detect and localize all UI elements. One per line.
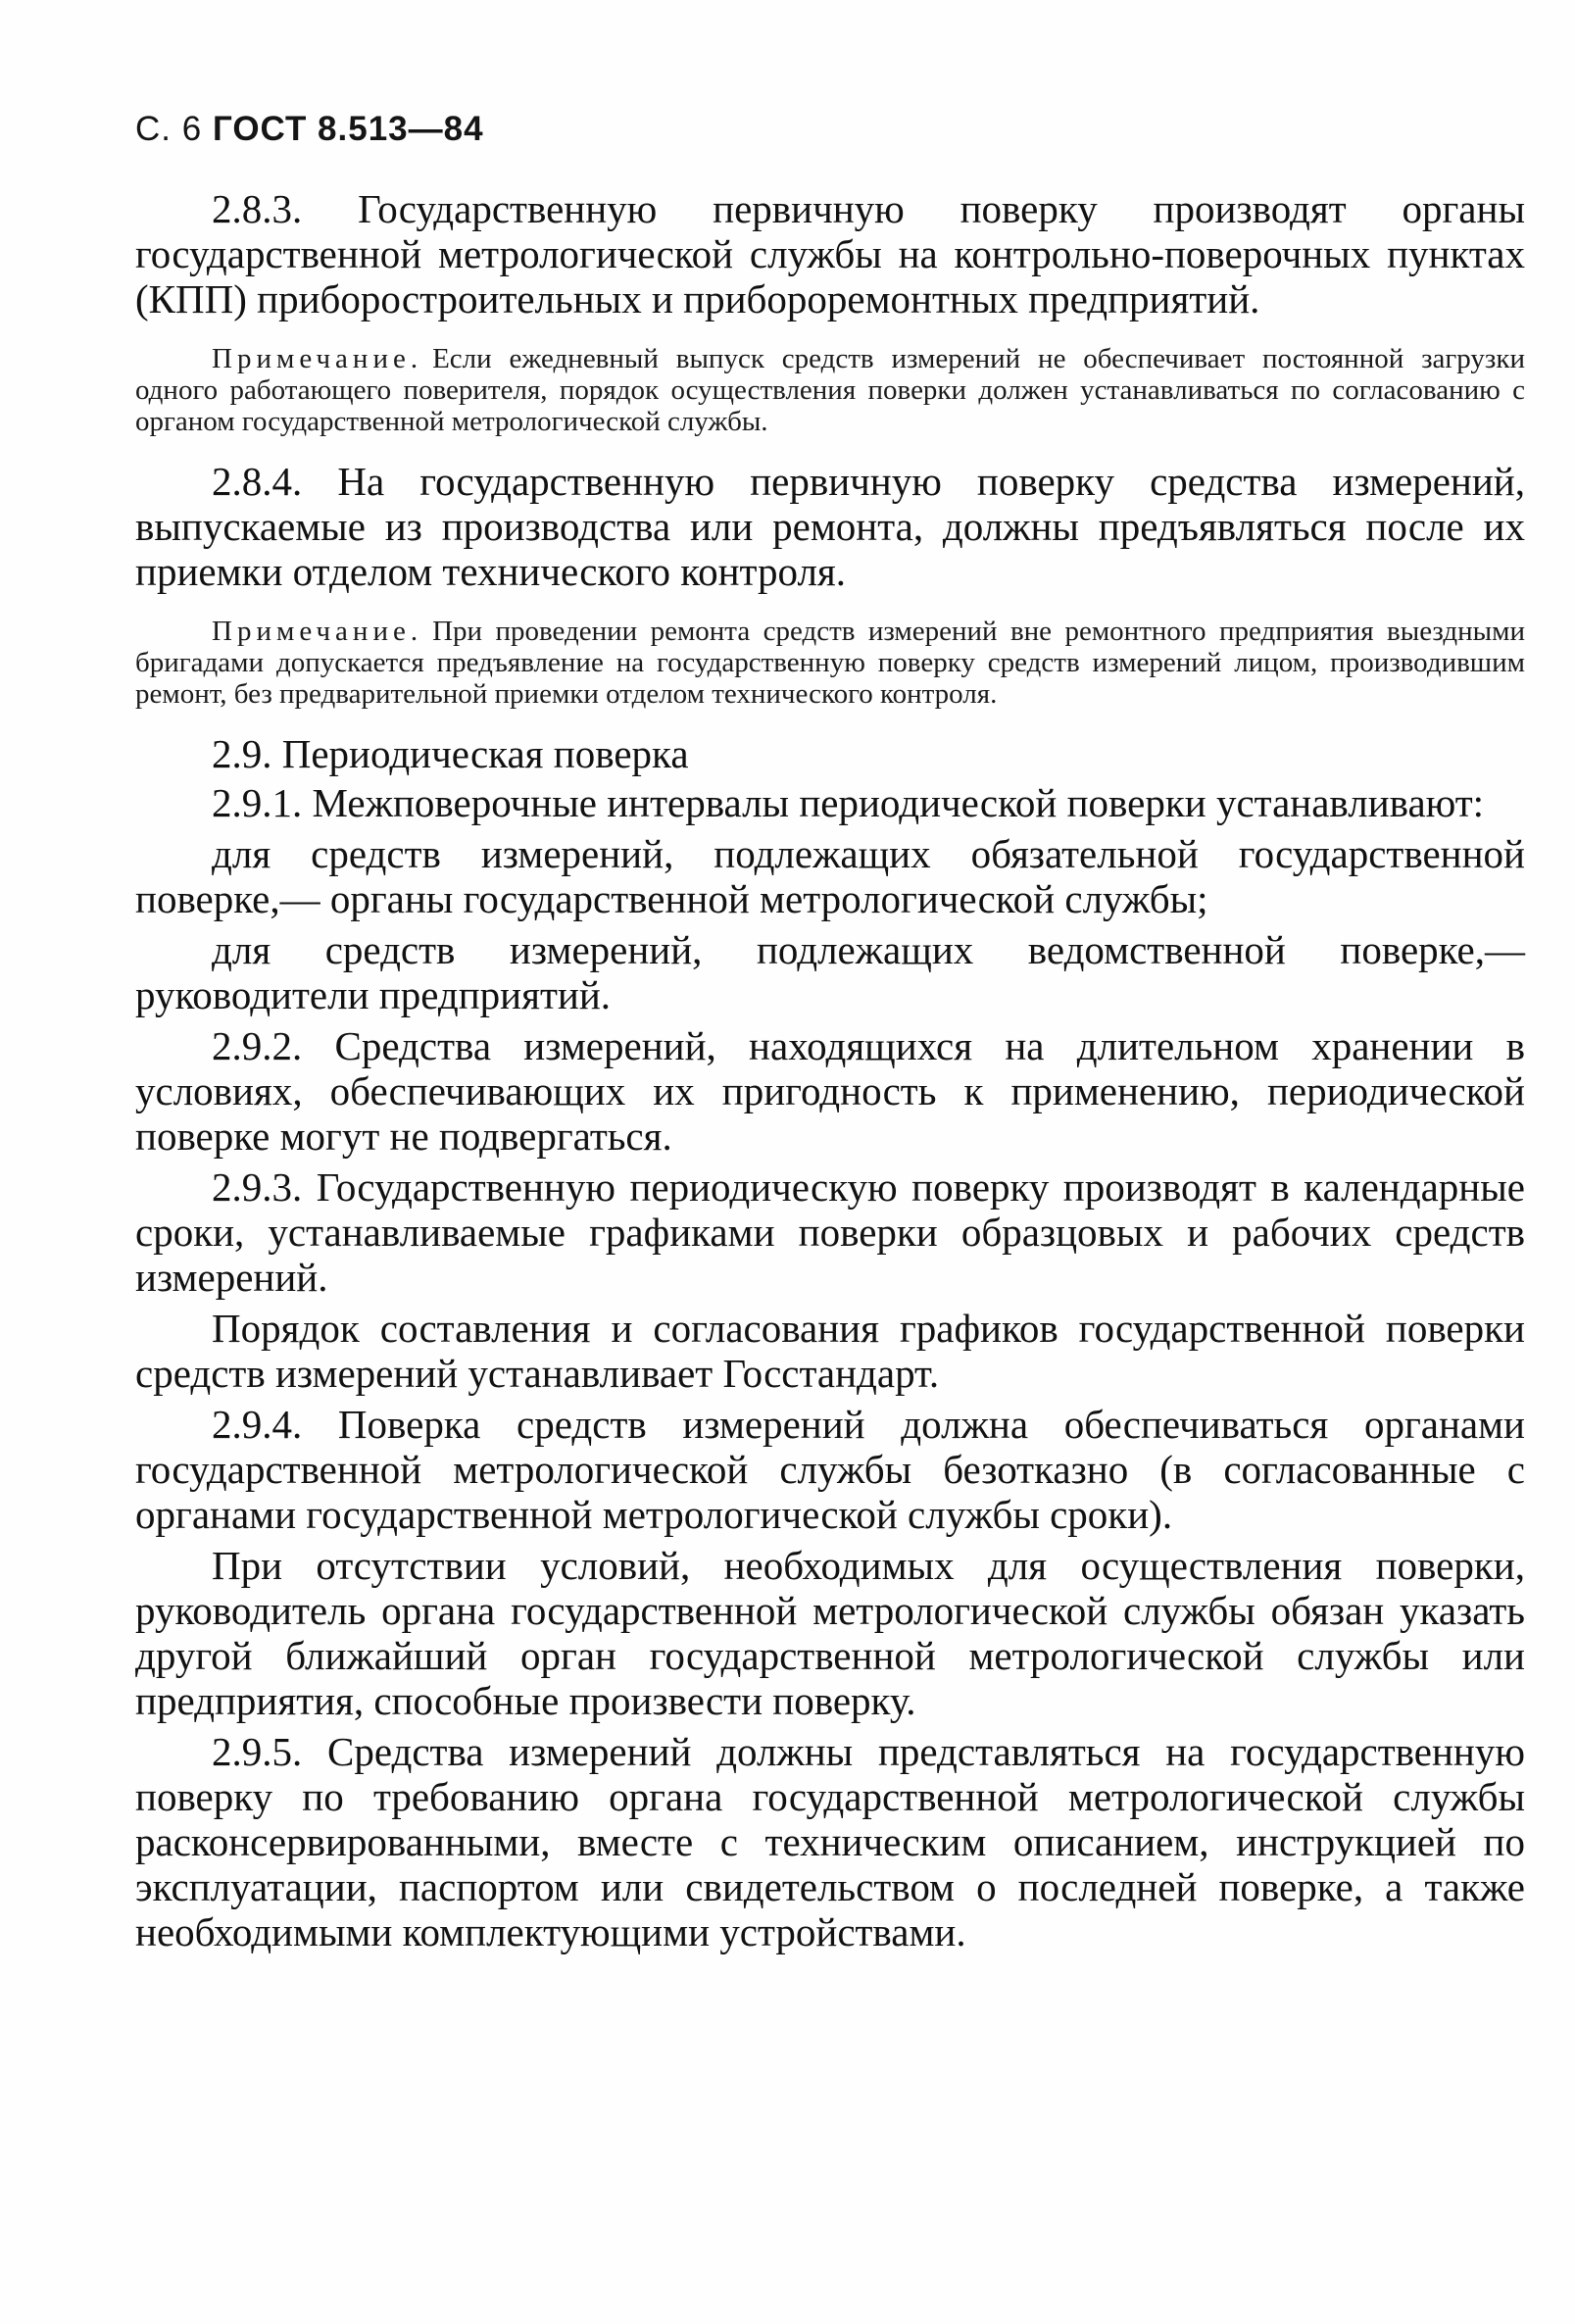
paragraph-2-9-1-a: для средств измерений, подлежащих обязательной государственной поверке,— органы государственной метрологической службы;	[135, 831, 1525, 921]
note-label: Примечание.	[212, 343, 423, 374]
paragraph-2-9-3: 2.9.3. Государственную периодическую поверку производят в календарные сроки, устанавливаемые графиками поверки образцовых и рабочих средств измерений.	[135, 1164, 1525, 1300]
paragraph-2-9-4: 2.9.4. Поверка средств измерений должна обеспечиваться органами государственной метрологической службы безотказно (в согласованные с органами государственной метрологической службы сроки).	[135, 1402, 1525, 1537]
document-body	[135, 186, 1525, 1960]
paragraph-2-8-4: 2.8.4. На государственную первичную поверку средства измерений, выпускаемые из производства или ремонта, должны предъявляться после их приемки отделом технического контроля.	[135, 459, 1525, 594]
section-heading-2-9: 2.9. Периодическая поверка	[212, 731, 689, 776]
note-text: Если ежедневный выпуск средств измерений не обеспечивает постоянной загрузки одного работающего поверителя, порядок осуществления поверки должен устанавливаться по согласованию с органом государственной метрологической службы.	[135, 343, 1525, 437]
paragraph-2-8-3: 2.8.3. Государственную первичную поверку производят органы государственной метрологической службы на контрольно-поверочных пунктах (КПП) приборостроительных и приборoремонтных предприятий.	[135, 186, 1525, 321]
paragraph-2-9-1: 2.9.1. Межповерочные интервалы периодической поверки устанавливают:	[212, 780, 1485, 825]
paragraph-2-9-2: 2.9.2. Средства измерений, находящихся на длительном хранении в условиях, обеспечивающих их пригодность к применению, периодической поверке могут не подвергаться.	[135, 1023, 1525, 1159]
note-1	[135, 343, 1525, 437]
paragraph-2-9-4-b: При отсутствии условий, необходимых для осуществления поверки, руководитель органа государственной метрологической службы обязан указать другой ближайший орган государственной метрологической службы или предприятия, способные произвести поверку.	[135, 1543, 1525, 1723]
note-text: При проведении ремонта средств измерений вне ремонтного предприятия выездными бригадами допускается предъявление на государственную поверку средств измерений лицом, производившим ремонт, без предварительной приемки отделом технического контроля.	[135, 616, 1525, 710]
page-header	[135, 110, 484, 149]
paragraph-2-9-3-b: Порядок составления и согласования графиков государственной поверки средств измерений устанавливает Госстандарт.	[135, 1306, 1525, 1396]
paragraph-2-9-1-b: для средств измерений, подлежащих ведомственной поверке,— руководители предприятий.	[135, 927, 1525, 1017]
page-number: С. 6	[135, 110, 203, 148]
note-2	[135, 616, 1525, 710]
note-label: Примечание.	[212, 616, 423, 647]
document-code: ГОСТ 8.513—84	[212, 110, 484, 148]
paragraph-2-9-5: 2.9.5. Средства измерений должны представляться на государственную поверку по требованию органа государственной метрологической службы расконсервированными, вместе с техническим описанием, инструкцией по эксплуатации, паспортом или свидетельством о последней поверке, а также необходимыми комплектующими устройствами.	[135, 1729, 1525, 1954]
